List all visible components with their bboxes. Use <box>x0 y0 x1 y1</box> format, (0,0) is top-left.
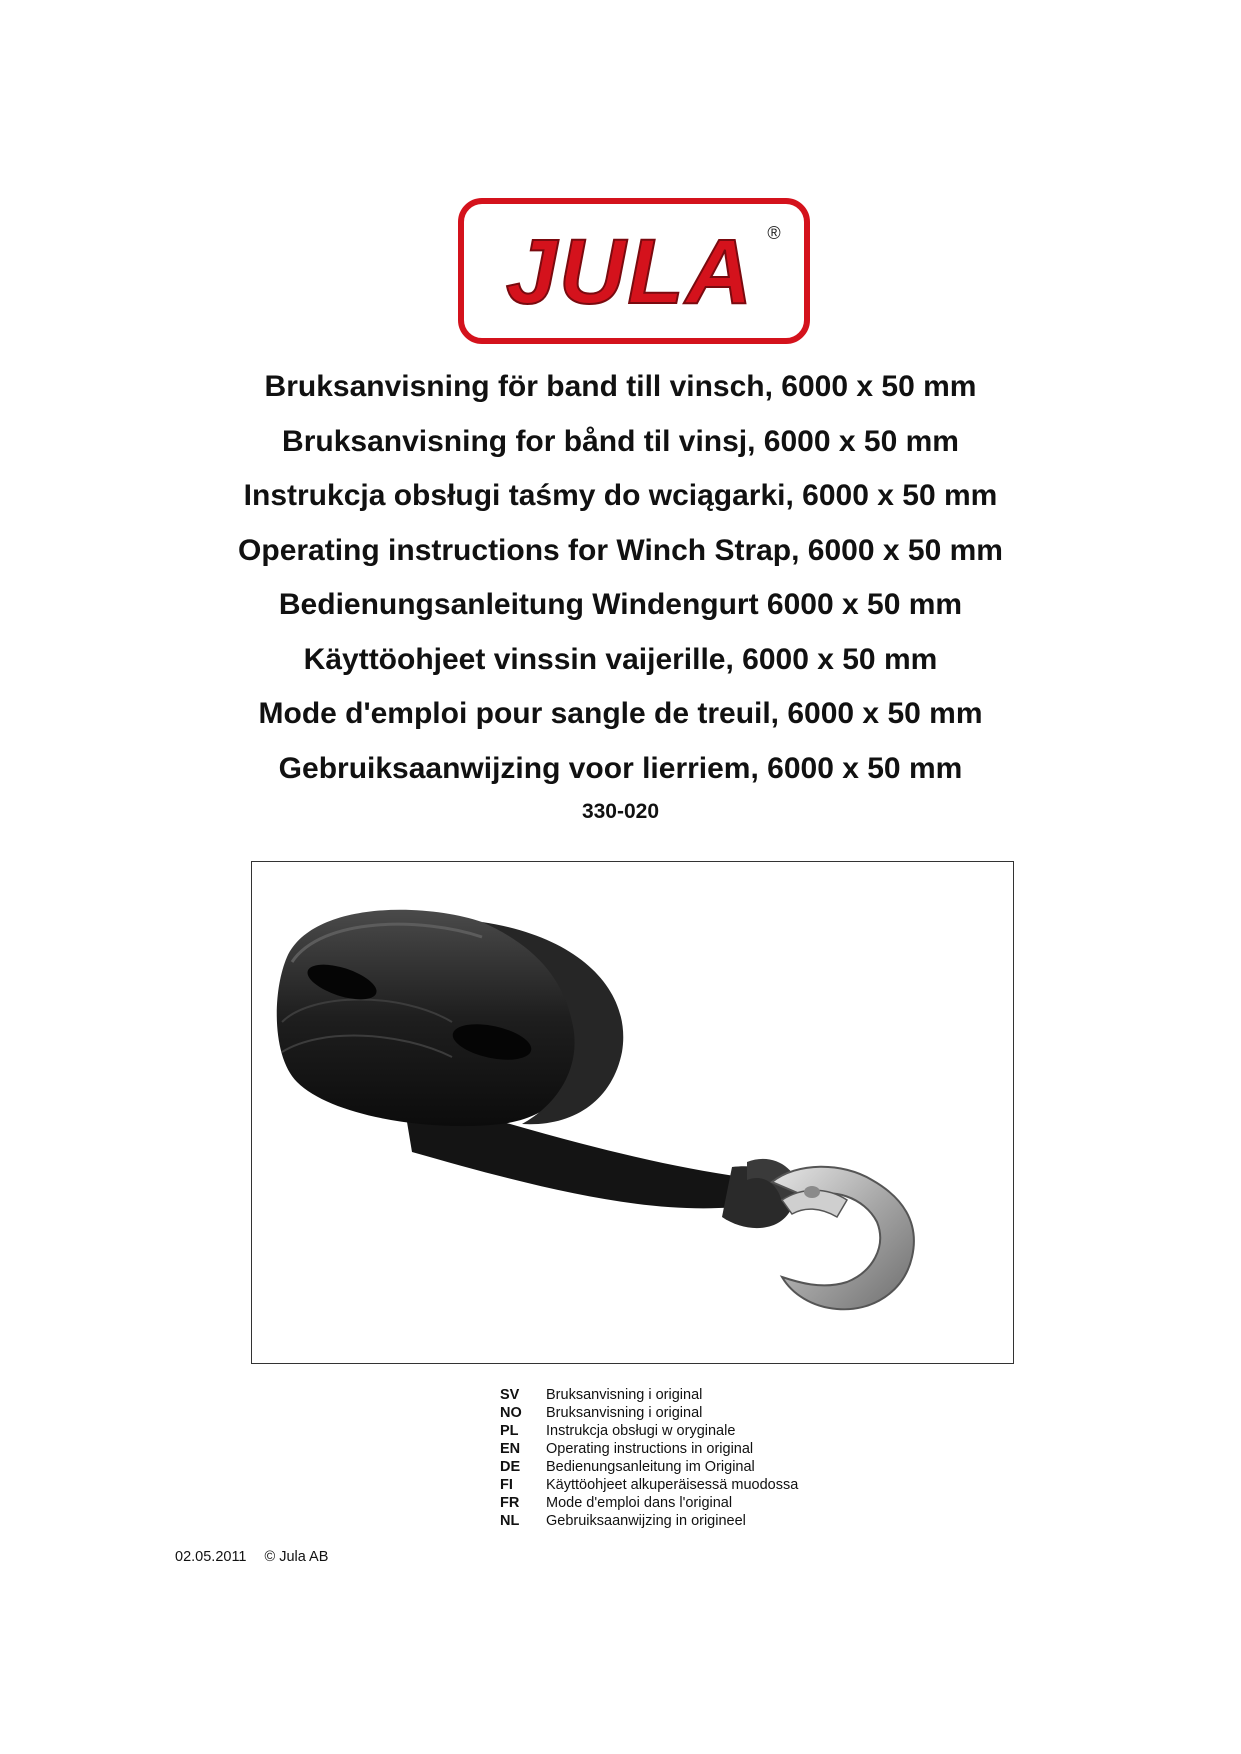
language-row <box>500 1440 798 1458</box>
language-list <box>500 1386 798 1530</box>
footer <box>175 1549 328 1565</box>
language-code: NL <box>500 1513 520 1529</box>
language-text: Gebruiksaanwijzing in origineel <box>546 1513 746 1529</box>
language-text: Mode d'emploi dans l'original <box>546 1495 733 1511</box>
language-row <box>500 1422 798 1440</box>
language-text: Bedienungsanleitung im Original <box>546 1459 755 1475</box>
title-en: Operating instructions for Winch Strap, 6000 x 50 mm <box>238 533 1003 567</box>
footer-date: 02.05.2011 <box>175 1549 247 1565</box>
language-text: Käyttöohjeet alkuperäisessä muodossa <box>546 1477 799 1493</box>
language-row <box>500 1512 798 1530</box>
language-row <box>500 1494 798 1512</box>
product-photo-frame <box>251 861 1014 1364</box>
title-de: Bedienungsanleitung Windengurt 6000 x 50 mm <box>278 588 963 621</box>
document-titles <box>0 360 1241 796</box>
language-text: Instrukcja obsługi w oryginale <box>546 1423 736 1439</box>
title-nl: Gebruiksaanwijzing voor lierriem, 6000 x 50 mm <box>278 751 963 785</box>
language-text: Bruksanvisning i original <box>546 1387 703 1403</box>
language-text: Bruksanvisning i original <box>546 1405 703 1421</box>
title-fi: Käyttöohjeet vinssin vaijerille, 6000 x 50 mm <box>303 642 938 676</box>
language-code: SV <box>500 1387 520 1403</box>
language-row <box>500 1386 798 1404</box>
language-row <box>500 1476 798 1494</box>
language-row <box>500 1404 798 1422</box>
jula-logo <box>458 198 810 344</box>
footer-copyright: © Jula AB <box>264 1549 329 1565</box>
language-code: EN <box>500 1441 521 1457</box>
language-text: Operating instructions in original <box>546 1441 754 1457</box>
title-no: Bruksanvisning for bånd til vinsj, 6000 x 50 mm <box>282 424 959 458</box>
title-sv: Bruksanvisning för band till vinsch, 6000 x 50 mm <box>264 370 977 403</box>
language-row <box>500 1458 798 1476</box>
registered-mark: ® <box>767 223 781 243</box>
language-code: FR <box>500 1495 520 1511</box>
title-pl: Instrukcja obsługi taśmy do wciągarki, 6000 x 50 mm <box>243 479 998 512</box>
language-code: PL <box>500 1423 519 1439</box>
title-fr: Mode d'emploi pour sangle de treuil, 6000 x 50 mm <box>258 697 983 730</box>
product-number: 330-020 <box>581 800 660 823</box>
language-code: NO <box>500 1405 522 1421</box>
language-code: FI <box>500 1477 513 1493</box>
winch-strap-with-hook-icon <box>252 862 1012 1362</box>
logo-text: JULA <box>505 221 755 323</box>
language-code: DE <box>500 1459 521 1475</box>
jula-logo-wordmark <box>474 211 794 331</box>
